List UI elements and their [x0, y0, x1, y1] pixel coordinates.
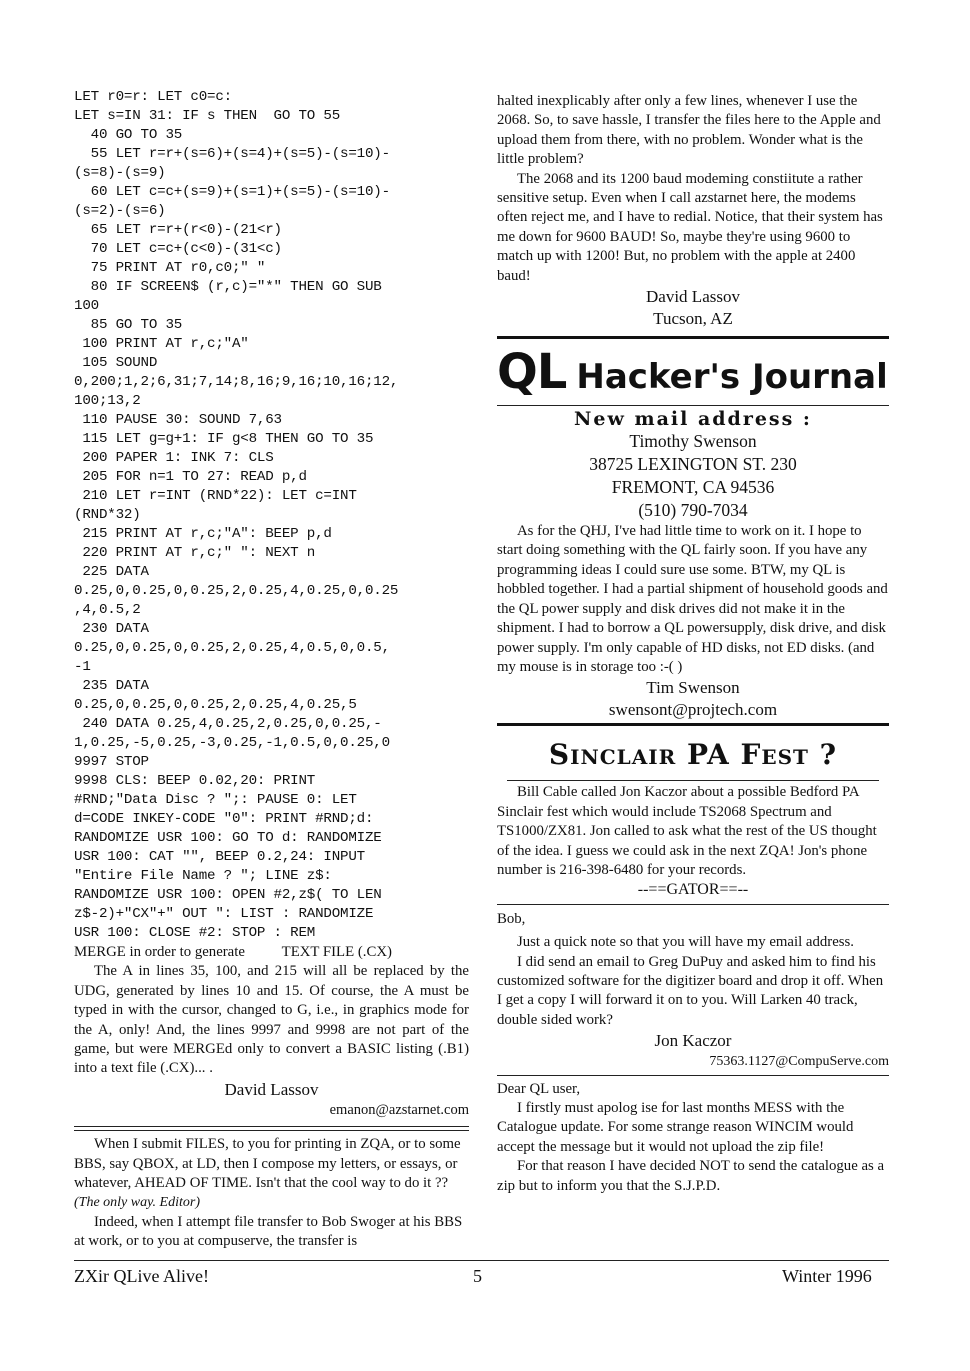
code-line: -1 [74, 659, 91, 675]
right-column [497, 92, 889, 1196]
code-line: (RND*32) [74, 507, 141, 523]
address-line: (510) 790-7034 [638, 500, 748, 521]
code-line: 210 LET r=INT (RND*22): LET c=INT [74, 488, 357, 504]
code-line: 70 LET c=c+(c<0)-(31<c) [74, 241, 282, 257]
code-line: 0.25,0,0.25,0,0.25,2,0.25,4,0.25,0,0.25 [74, 583, 399, 599]
article-paragraph: I did send an email to Greg DuPuy and asked him to find his customized software for the digitizer board and drop it off. When I get a copy I will forward it on to you. Will Larken 40 track, double sided work? [497, 953, 884, 1028]
code-line: (s=2)-(s=6) [74, 203, 166, 219]
footer-issue: Winter 1996 [782, 1266, 872, 1286]
mail-address-block [497, 430, 889, 522]
code-line: (s=8)-(s=9) [74, 165, 166, 181]
qhj-logo-ql: QL [497, 344, 567, 401]
code-line: LET s=IN 31: IF s THEN GO TO 55 [74, 108, 341, 124]
code-line: 80 IF SCREEN$ (r,c)="*" THEN GO SUB [74, 279, 382, 295]
code-line: 115 LET g=g+1: IF g<8 THEN GO TO 35 [74, 431, 374, 447]
code-line: 0.25,0,0.25,0,0.25,2,0.25,4,0.5,0,0.5, [74, 640, 390, 656]
basic-listing [74, 88, 469, 943]
article-paragraph: Just a quick note so that you will have my email address. [517, 934, 854, 951]
divider [497, 904, 889, 905]
address-line: 38725 LEXINGTON ST. 230 [589, 454, 797, 475]
code-line: "Entire File Name ? "; LINE z$: [74, 868, 332, 884]
section-divider [497, 336, 889, 339]
article-paragraph: The 2068 and its 1200 baud modeming constiitute a rather sensitive setup. Even when I call azstarnet here, the modems often reject me, and I have to redial. Notice, that their system has me down for 9600 BAUD! So, maybe they're using 9600 to match up with 1200! But, no problem with the apple at 2400 baud! [497, 170, 883, 284]
fest-heading: Sinclair PA Fest ? [548, 738, 838, 772]
code-line: 55 LET r=r+(s=6)+(s=4)+(s=5)-(s=10)- [74, 146, 390, 162]
address-line: Timothy Swenson [629, 431, 757, 452]
code-line: 225 DATA [74, 564, 149, 580]
left-column [74, 88, 469, 1252]
code-line: LET r0=r: LET c0=c: [74, 89, 232, 105]
code-line: 85 GO TO 35 [74, 317, 183, 333]
code-line: 40 GO TO 35 [74, 127, 183, 143]
article-paragraph: Indeed, when I attempt file transfer to Bob Swoger at his BBS at work, or to you at compuserve, the transfer is [74, 1213, 463, 1250]
article-paragraph: As for the QHJ, I've had little time to work on it. I hope to start doing something with the QL fairly soon. If you have any programming ideas I could sure use some. BTW, my QL is hobbled together. I had a partial shipment of household goods and the QL power supply and disk drives did not make it in the shipment. I had to borrow a QL powersupply, disk drive, and disk power supply. I'm only capable of HD disks, not ED disks. (and my mouse is in storage too :-( ) [497, 523, 888, 675]
code-line: 205 FOR n=1 TO 27: READ p,d [74, 469, 307, 485]
code-line: USR 100: CAT "", BEEP 0.2,24: INPUT [74, 849, 365, 865]
section-divider [497, 723, 889, 726]
code-line: 100 PRINT AT r,c;"A" [74, 336, 249, 352]
divider [497, 1075, 889, 1076]
code-line: 75 PRINT AT r0,c0;" " [74, 260, 266, 276]
footer-publication: ZXir QLive Alive! [74, 1266, 209, 1286]
qhj-logo-title: Hacker's Journal [576, 357, 888, 398]
code-line: ,4,0.5,2 [74, 602, 141, 618]
code-line: 9997 STOP [74, 754, 149, 770]
code-line: 0.25,0,0.25,0,0.25,2,0.25,4,0.25,5 [74, 697, 357, 713]
code-line: USR 100: CLOSE #2: STOP : REM [74, 925, 316, 941]
code-line: 235 DATA [74, 678, 149, 694]
author-name: Jon Kaczor [654, 1031, 732, 1051]
code-line: 200 PAPER 1: INK 7: CLS [74, 450, 274, 466]
code-line: 1,0.25,-5,0.25,-3,0.25,-1,0.5,0,0.25,0 [74, 735, 390, 751]
article-paragraph: The A in lines 35, 100, and 215 will all be replaced by the UDG, generated by lines 10 and 15. Of course, the A must be typed in with the cursor, changed to G, i.e., in graphics mode for the A, only! And, the lines 9997 and 9998 are not part of the game, but were MERGEd only to convert a BASIC listing (.B1) into a text file (.CX)... . [74, 963, 469, 1077]
code-line: 0,200;1,2;6,31;7,14;8,16;9,16;10,16;12, [74, 374, 399, 390]
code-line: 215 PRINT AT r,c;"A": BEEP p,d [74, 526, 332, 542]
qhj-masthead [497, 344, 889, 401]
code-line: d=CODE INKEY-CODE "0": PRINT #RND;d: [74, 811, 374, 827]
code-line: 60 LET c=c+(s=9)+(s=1)+(s=5)-(s=10)- [74, 184, 390, 200]
article-paragraph: Bill Cable called Jon Kaczor about a possible Bedford PA Sinclair fest which would include TS2068 Spectrum and TS1000/ZX81. Jon called to ask what the rest of the US thought of the idea. I guess we could ask in the next ZQA! Jon's phone number is 216-398-6480 for your records. [497, 784, 877, 878]
code-line: 9998 CLS: BEEP 0.02,20: PRINT [74, 773, 316, 789]
salutation: Bob, [497, 910, 526, 927]
code-line: z$-2)+"CX"+" OUT ": LIST : RANDOMIZE [74, 906, 374, 922]
author-location: Tucson, AZ [653, 309, 733, 329]
code-line: 100;13,2 [74, 393, 141, 409]
author-name: David Lassov [646, 287, 740, 307]
footer-rule [74, 1260, 889, 1261]
signoff: --==GATOR==-- [637, 881, 749, 899]
article-paragraph: halted inexplicably after only a few lines, whenever I use the 2068. So, to save hassle, I transfer the files here to the Apple and upload them from there, with no problem. Wonder what is the little problem? [497, 93, 881, 168]
merge-line: MERGE in order to generate TEXT FILE (.CX) [74, 944, 392, 960]
article-paragraph: For that reason I have decided NOT to send the catalogue as a zip but to inform you that the S.J.P.D. [497, 1158, 885, 1194]
code-line: 65 LET r=r+(r<0)-(21<r) [74, 222, 282, 238]
author-email: emanon@azstarnet.com [329, 1101, 469, 1118]
divider [74, 1130, 469, 1131]
code-line: 100 [74, 298, 99, 314]
code-line: 240 DATA 0.25,4,0.25,2,0.25,0,0.25,- [74, 716, 382, 732]
code-line: 110 PAUSE 30: SOUND 7,63 [74, 412, 282, 428]
address-line: FREMONT, CA 94536 [611, 477, 775, 498]
code-line: 220 PRINT AT r,c;" ": NEXT n [74, 545, 316, 561]
author-email: 75363.1127@CompuServe.com [709, 1054, 889, 1070]
code-line: RANDOMIZE USR 100: OPEN #2,z$( TO LEN [74, 887, 382, 903]
new-mail-heading: New mail address : [574, 408, 812, 431]
code-line: 230 DATA [74, 621, 149, 637]
footer-page-number: 5 [473, 1266, 482, 1286]
divider [497, 405, 889, 406]
article-paragraph: I firstly must apolog ise for last months MESS with the Catalogue update. For some strange reason WINCIM would accept the message but it would not upload the zip file! [497, 1100, 854, 1155]
author-email: swensont@projtech.com [608, 700, 778, 720]
code-line: #RND;"Data Disc ? ";: PAUSE 0: LET [74, 792, 357, 808]
article-paragraph: When I submit FILES, to you for printing in ZQA, or to some BBS, say QBOX, at LD, then I compose my letters, or essays, or whatever, AHEAD OF TIME. Isn't that the cool way to do it ?? (The only way. Editor) [74, 1136, 461, 1211]
salutation: Dear QL user, [497, 1080, 581, 1097]
author-name: Tim Swenson [646, 678, 740, 698]
code-line: 105 SOUND [74, 355, 158, 371]
author-name: David Lassov [224, 1079, 319, 1099]
code-line: RANDOMIZE USR 100: GO TO d: RANDOMIZE [74, 830, 382, 846]
divider [74, 1126, 469, 1127]
